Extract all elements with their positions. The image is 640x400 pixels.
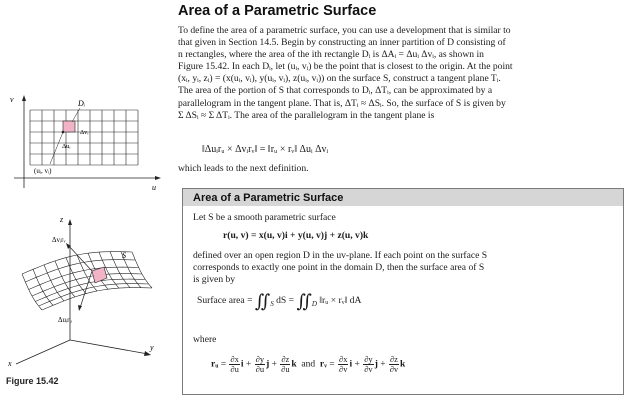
dy-numerator: ∂y bbox=[364, 354, 373, 364]
equals-sign: = bbox=[288, 295, 295, 307]
y-axis bbox=[70, 340, 148, 354]
figure-15-42 bbox=[0, 0, 170, 400]
z-axis-label: z bbox=[60, 215, 64, 224]
plus-sign: + bbox=[354, 359, 360, 370]
dv-rv-label: Δvᵢrᵥ bbox=[52, 236, 66, 244]
dz-du-fraction bbox=[280, 355, 290, 374]
figure-caption: Figure 15.42 bbox=[6, 376, 59, 386]
u-axis-arrow bbox=[155, 176, 161, 180]
definition-let-line: Let S be a smooth parametric surface bbox=[193, 212, 336, 223]
and-word: and bbox=[301, 359, 316, 370]
region-di-label: Dᵢ bbox=[78, 99, 86, 108]
u-axis-label: u bbox=[152, 183, 156, 192]
x-axis-label: x bbox=[8, 359, 12, 368]
dv-denominator: ∂v bbox=[339, 364, 348, 374]
tangent-vector-ru bbox=[80, 271, 92, 308]
dy-dv-fraction bbox=[363, 355, 373, 374]
definition-text-line: is given by bbox=[193, 274, 236, 285]
integrand-term: ‖rᵤ × rᵥ‖ dA bbox=[319, 295, 362, 307]
mesh-line bbox=[42, 288, 152, 310]
mesh-line bbox=[29, 267, 139, 289]
dy-du-fraction bbox=[255, 355, 265, 374]
intro-paragraph bbox=[178, 25, 626, 122]
rv-symbol: rᵥ bbox=[319, 359, 327, 370]
eq-sign: = bbox=[329, 359, 335, 370]
highlighted-rectangle-di bbox=[63, 121, 75, 132]
du-ru-label: Δuᵢrᵤ bbox=[58, 316, 72, 324]
dy-numerator: ∂y bbox=[255, 354, 265, 364]
tangent-vector-rv bbox=[68, 245, 92, 271]
surface-figure bbox=[0, 212, 170, 372]
intro-line: Σ ΔSᵢ ≈ Σ ΔTᵢ. The area of the parallelogram in the tangent plane is bbox=[178, 109, 435, 121]
intro-line: (xᵢ, yᵢ, zᵢ) = (x(uᵢ, vᵢ), y(uᵢ, vᵢ), z(uᵢ, vᵢ)) on the surface S, construct a tangent plane Tᵢ. bbox=[178, 73, 501, 85]
k-vector: k bbox=[291, 359, 297, 370]
uv-domain-svg bbox=[0, 90, 170, 195]
y-axis-label: y bbox=[150, 343, 154, 352]
delta-u-label: Δuᵢ bbox=[62, 143, 71, 150]
main-content bbox=[178, 0, 634, 400]
definition-title: Area of a Parametric Surface bbox=[183, 189, 623, 206]
dv-denominator: ∂v bbox=[364, 364, 373, 374]
surface-s-label: S bbox=[122, 251, 126, 260]
parametric-equation: r(u, v) = x(u, v)i + y(u, v)j + z(u, v)k bbox=[223, 230, 369, 241]
intro-line: The area of the portion of S that corresponds to Dᵢ, ΔTᵢ, can be approximated by a bbox=[178, 85, 493, 97]
lead-in-text: which leads to the next definition. bbox=[178, 163, 309, 174]
definition-box bbox=[182, 188, 624, 395]
definition-text-line: defined over an open region D in the uv-plane. If each point on the surface S bbox=[193, 250, 488, 261]
intro-line: n rectangles, where the area of the ith rectangle Dᵢ is ΔAᵢ = Δuᵢ Δvᵢ, as shown in bbox=[178, 49, 484, 61]
section-title: Area of a Parametric Surface bbox=[178, 3, 377, 19]
uv-domain-figure bbox=[0, 90, 170, 195]
highlighted-surface-patch bbox=[92, 267, 107, 283]
dv-denominator: ∂v bbox=[389, 364, 399, 374]
mesh-line bbox=[39, 284, 149, 306]
mesh-line bbox=[132, 252, 152, 288]
eq-sign: = bbox=[220, 359, 227, 370]
intro-line: that given in Section 14.5. Begin by constructing an inner partition of D consisting of bbox=[178, 37, 506, 49]
surface-area-formula bbox=[197, 291, 362, 311]
j-vector: j bbox=[266, 359, 270, 370]
surface-area-label: Surface area = bbox=[197, 295, 253, 307]
mesh-line bbox=[55, 261, 75, 297]
du-denominator: ∂u bbox=[281, 364, 290, 374]
partial-derivative-formulas bbox=[211, 355, 405, 374]
mesh-line bbox=[32, 274, 142, 296]
ru-symbol: rᵤ bbox=[211, 359, 219, 370]
ds-term: dS bbox=[276, 295, 287, 307]
double-integral-d: ∬ bbox=[296, 291, 312, 311]
du-denominator: ∂u bbox=[255, 364, 265, 374]
tangent-vector-ru-arrow bbox=[78, 305, 82, 311]
delta-v-label: Δvᵢ bbox=[80, 129, 89, 136]
plus-sign: + bbox=[245, 359, 252, 370]
mesh-line bbox=[110, 252, 130, 288]
region-d-subscript: D bbox=[311, 300, 317, 309]
i-vector: i bbox=[349, 359, 353, 370]
plus-sign: + bbox=[380, 359, 386, 370]
surface-mesh bbox=[22, 252, 152, 310]
dx-dv-fraction bbox=[338, 355, 348, 374]
double-integral-s: ∬ bbox=[254, 291, 271, 311]
definition-text-line: corresponds to exactly one point in the domain D, then the surface area of S bbox=[193, 262, 485, 273]
where-label: where bbox=[193, 334, 217, 345]
plus-sign: + bbox=[271, 359, 277, 370]
surface-svg bbox=[0, 212, 170, 372]
i-vector: i bbox=[240, 359, 244, 370]
v-axis-arrow bbox=[22, 95, 26, 101]
intro-line: Figure 15.42. In each Dᵢ, let (uᵢ, vᵢ) be the point that is closest to the origin. At the point bbox=[178, 61, 513, 73]
intro-line: parallelogram in the tangent plane. That is, ΔTᵢ ≈ ΔSᵢ. So, the surface of S is given by bbox=[178, 97, 506, 109]
dz-dv-fraction bbox=[389, 355, 399, 374]
v-axis-label: v bbox=[10, 95, 14, 104]
intro-line: To define the area of a parametric surface, you can use a development that is similar to bbox=[178, 25, 511, 36]
z-axis-arrow bbox=[68, 219, 72, 225]
dx-numerator: ∂x bbox=[339, 354, 348, 364]
partition-grid bbox=[30, 110, 138, 165]
k-vector: k bbox=[399, 359, 406, 370]
x-axis bbox=[16, 340, 70, 364]
j-vector: j bbox=[374, 359, 378, 370]
dx-du-fraction bbox=[229, 355, 239, 374]
point-ui-vi-label: (uᵢ, vᵢ) bbox=[34, 167, 52, 175]
region-s-subscript: S bbox=[270, 300, 274, 309]
dz-numerator: ∂z bbox=[281, 354, 290, 364]
dz-numerator: ∂z bbox=[389, 354, 398, 364]
parallelogram-area-equation: ‖Δuᵢrᵤ × Δvᵢrᵥ‖ = ‖rᵤ × rᵥ‖ Δuᵢ Δvᵢ bbox=[202, 144, 329, 155]
du-denominator: ∂u bbox=[230, 364, 239, 374]
dx-numerator: ∂x bbox=[230, 354, 239, 364]
